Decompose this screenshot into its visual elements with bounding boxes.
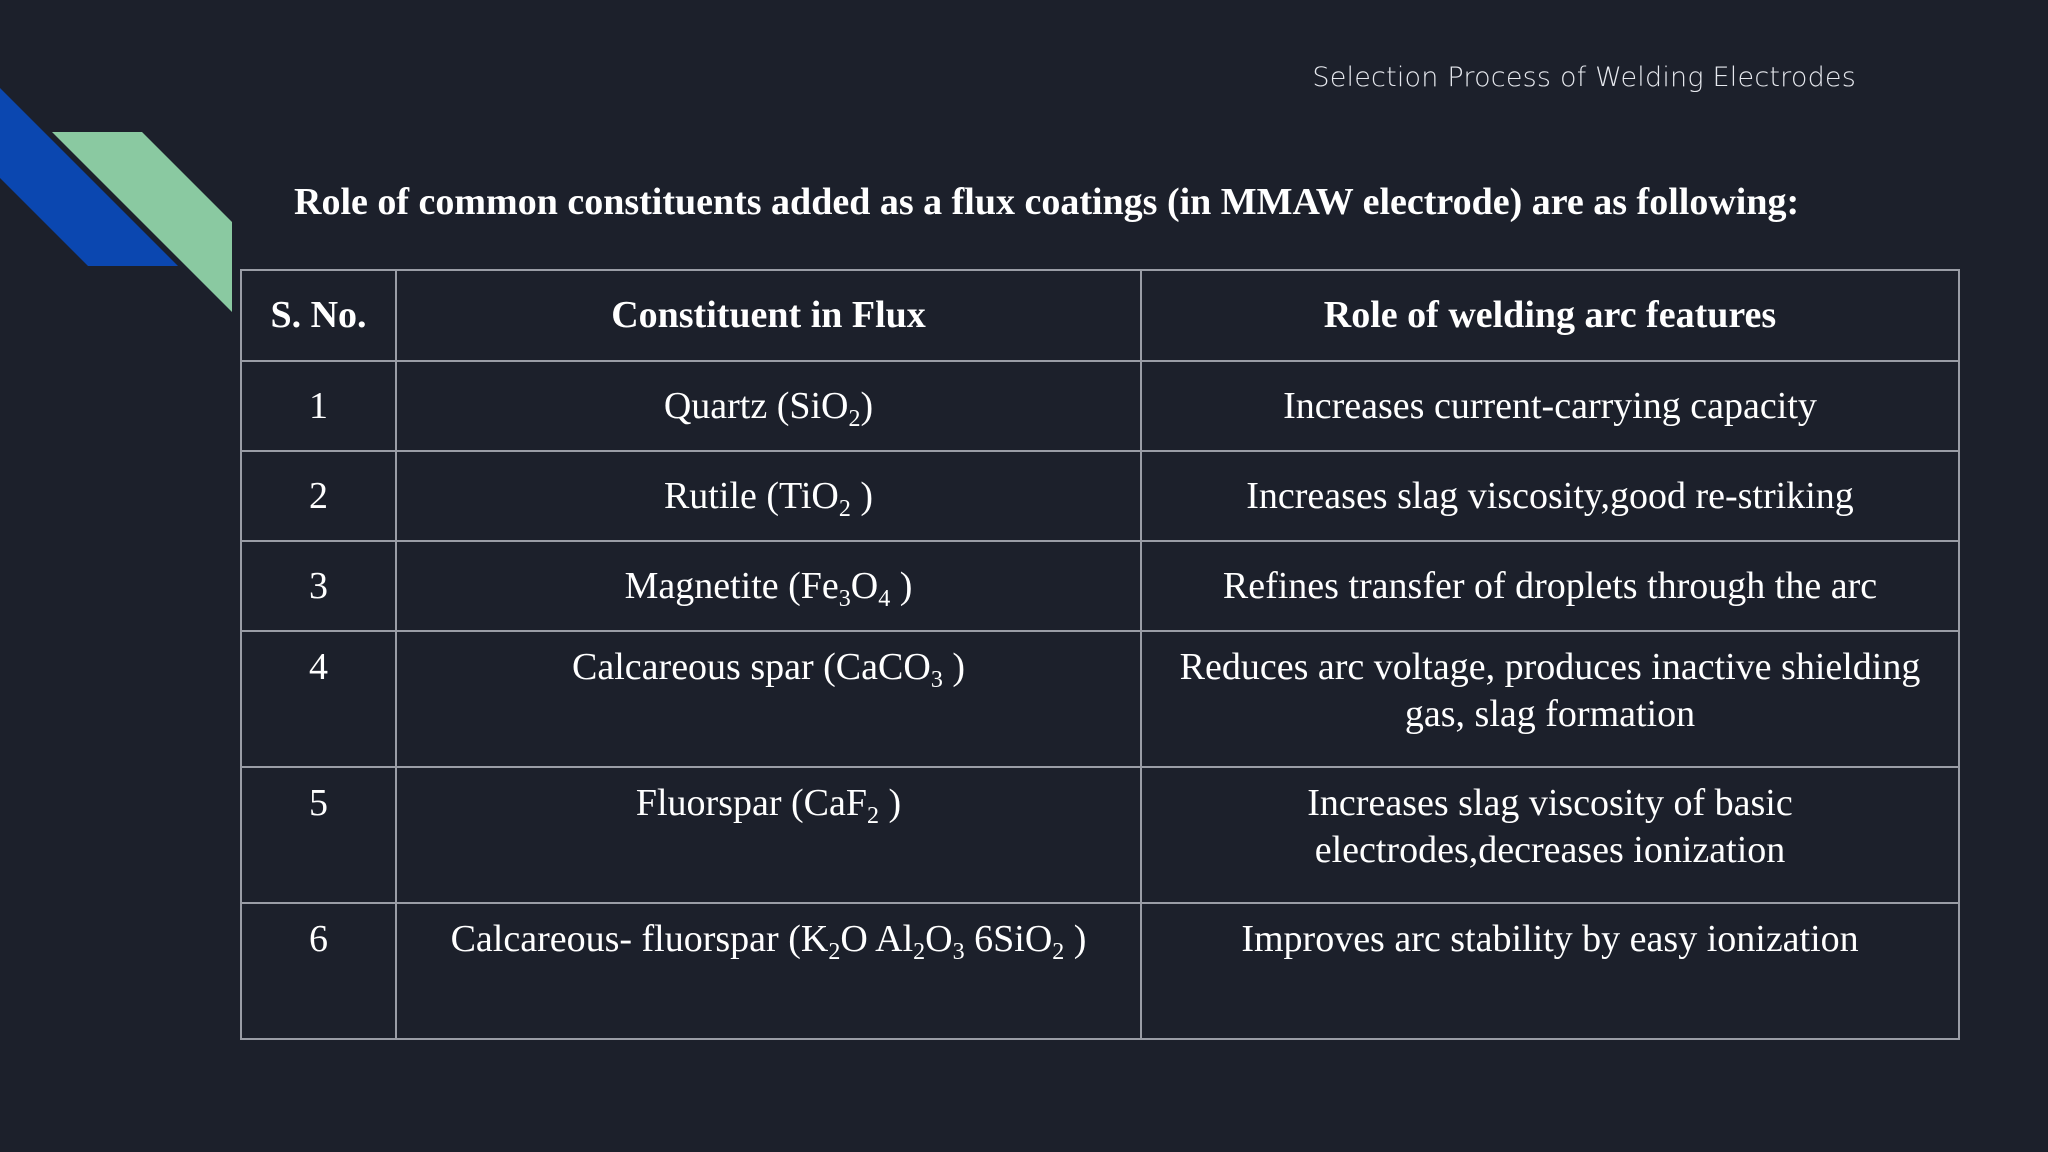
cell-constituent [396,767,1141,903]
cell-sno: 5 [241,767,396,903]
formula-text: ) [890,564,913,607]
formula-subscript: 4 [878,585,891,612]
table-row [241,767,1959,903]
table-row [241,541,1959,631]
header-title: Selection Process of Welding Electrodes [1312,62,1856,93]
formula-text: 6SiO [964,918,1053,960]
cell-role: Refines transfer of droplets through the arc [1141,541,1959,631]
cell-sno: 1 [241,361,396,451]
formula-text: Magnetite (Fe [624,564,839,607]
table-row [241,451,1959,541]
corner-decoration [0,0,240,320]
formula-subscript: 2 [828,939,841,965]
formula-text: Fluorspar (CaF [635,782,867,824]
formula-text: Quartz (SiO [663,384,849,427]
formula-subscript: 2 [913,939,926,965]
formula-text: O [925,918,953,960]
cell-role: Reduces arc voltage, produces inactive shielding gas, slag formation [1141,631,1959,767]
cell-role: Increases current-carrying capacity [1141,361,1959,451]
cell-constituent [396,541,1141,631]
table-header-row [241,270,1959,361]
cell-sno: 4 [241,631,396,767]
formula-text: Calcareous- fluorspar (K [450,918,829,960]
cell-constituent [396,451,1141,541]
formula-text: ) [1064,918,1087,960]
formula-subscript: 2 [867,803,879,829]
cell-role: Improves arc stability by easy ionization [1141,903,1959,1039]
table-row [241,631,1959,767]
cell-role: Increases slag viscosity,good re-striking [1141,451,1959,541]
formula-text: ) [942,646,965,688]
table-row [241,903,1959,1039]
cell-constituent [396,361,1141,451]
formula-text: ) [850,474,874,517]
formula-subscript: 2 [1052,939,1065,965]
cell-sno: 6 [241,903,396,1039]
cell-constituent [396,903,1141,1039]
cell-sno: 2 [241,451,396,541]
formula-subscript: 2 [848,405,861,432]
formula-text: O Al [840,918,914,960]
slide-heading: Role of common constituents added as a flux coatings (in MMAW electrode) are as following: [294,181,1800,223]
formula-text: Calcareous spar (CaCO [572,646,931,688]
flux-constituents-table [240,269,1960,1040]
table-row [241,361,1959,451]
cell-sno: 3 [241,541,396,631]
formula-subscript: 2 [838,495,851,522]
header-role: Role of welding arc features [1141,270,1959,361]
header-constituent: Constituent in Flux [396,270,1141,361]
formula-subscript: 3 [838,585,851,612]
header-sno: S. No. [241,270,396,361]
formula-text: O [850,564,879,607]
formula-subscript: 3 [930,667,943,693]
formula-text: ) [860,384,874,427]
formula-text: ) [879,782,902,824]
cell-constituent [396,631,1141,767]
formula-subscript: 3 [952,939,965,965]
formula-text: Rutile (TiO [663,474,839,517]
cell-role: Increases slag viscosity of basic electrodes,decreases ionization [1141,767,1959,903]
